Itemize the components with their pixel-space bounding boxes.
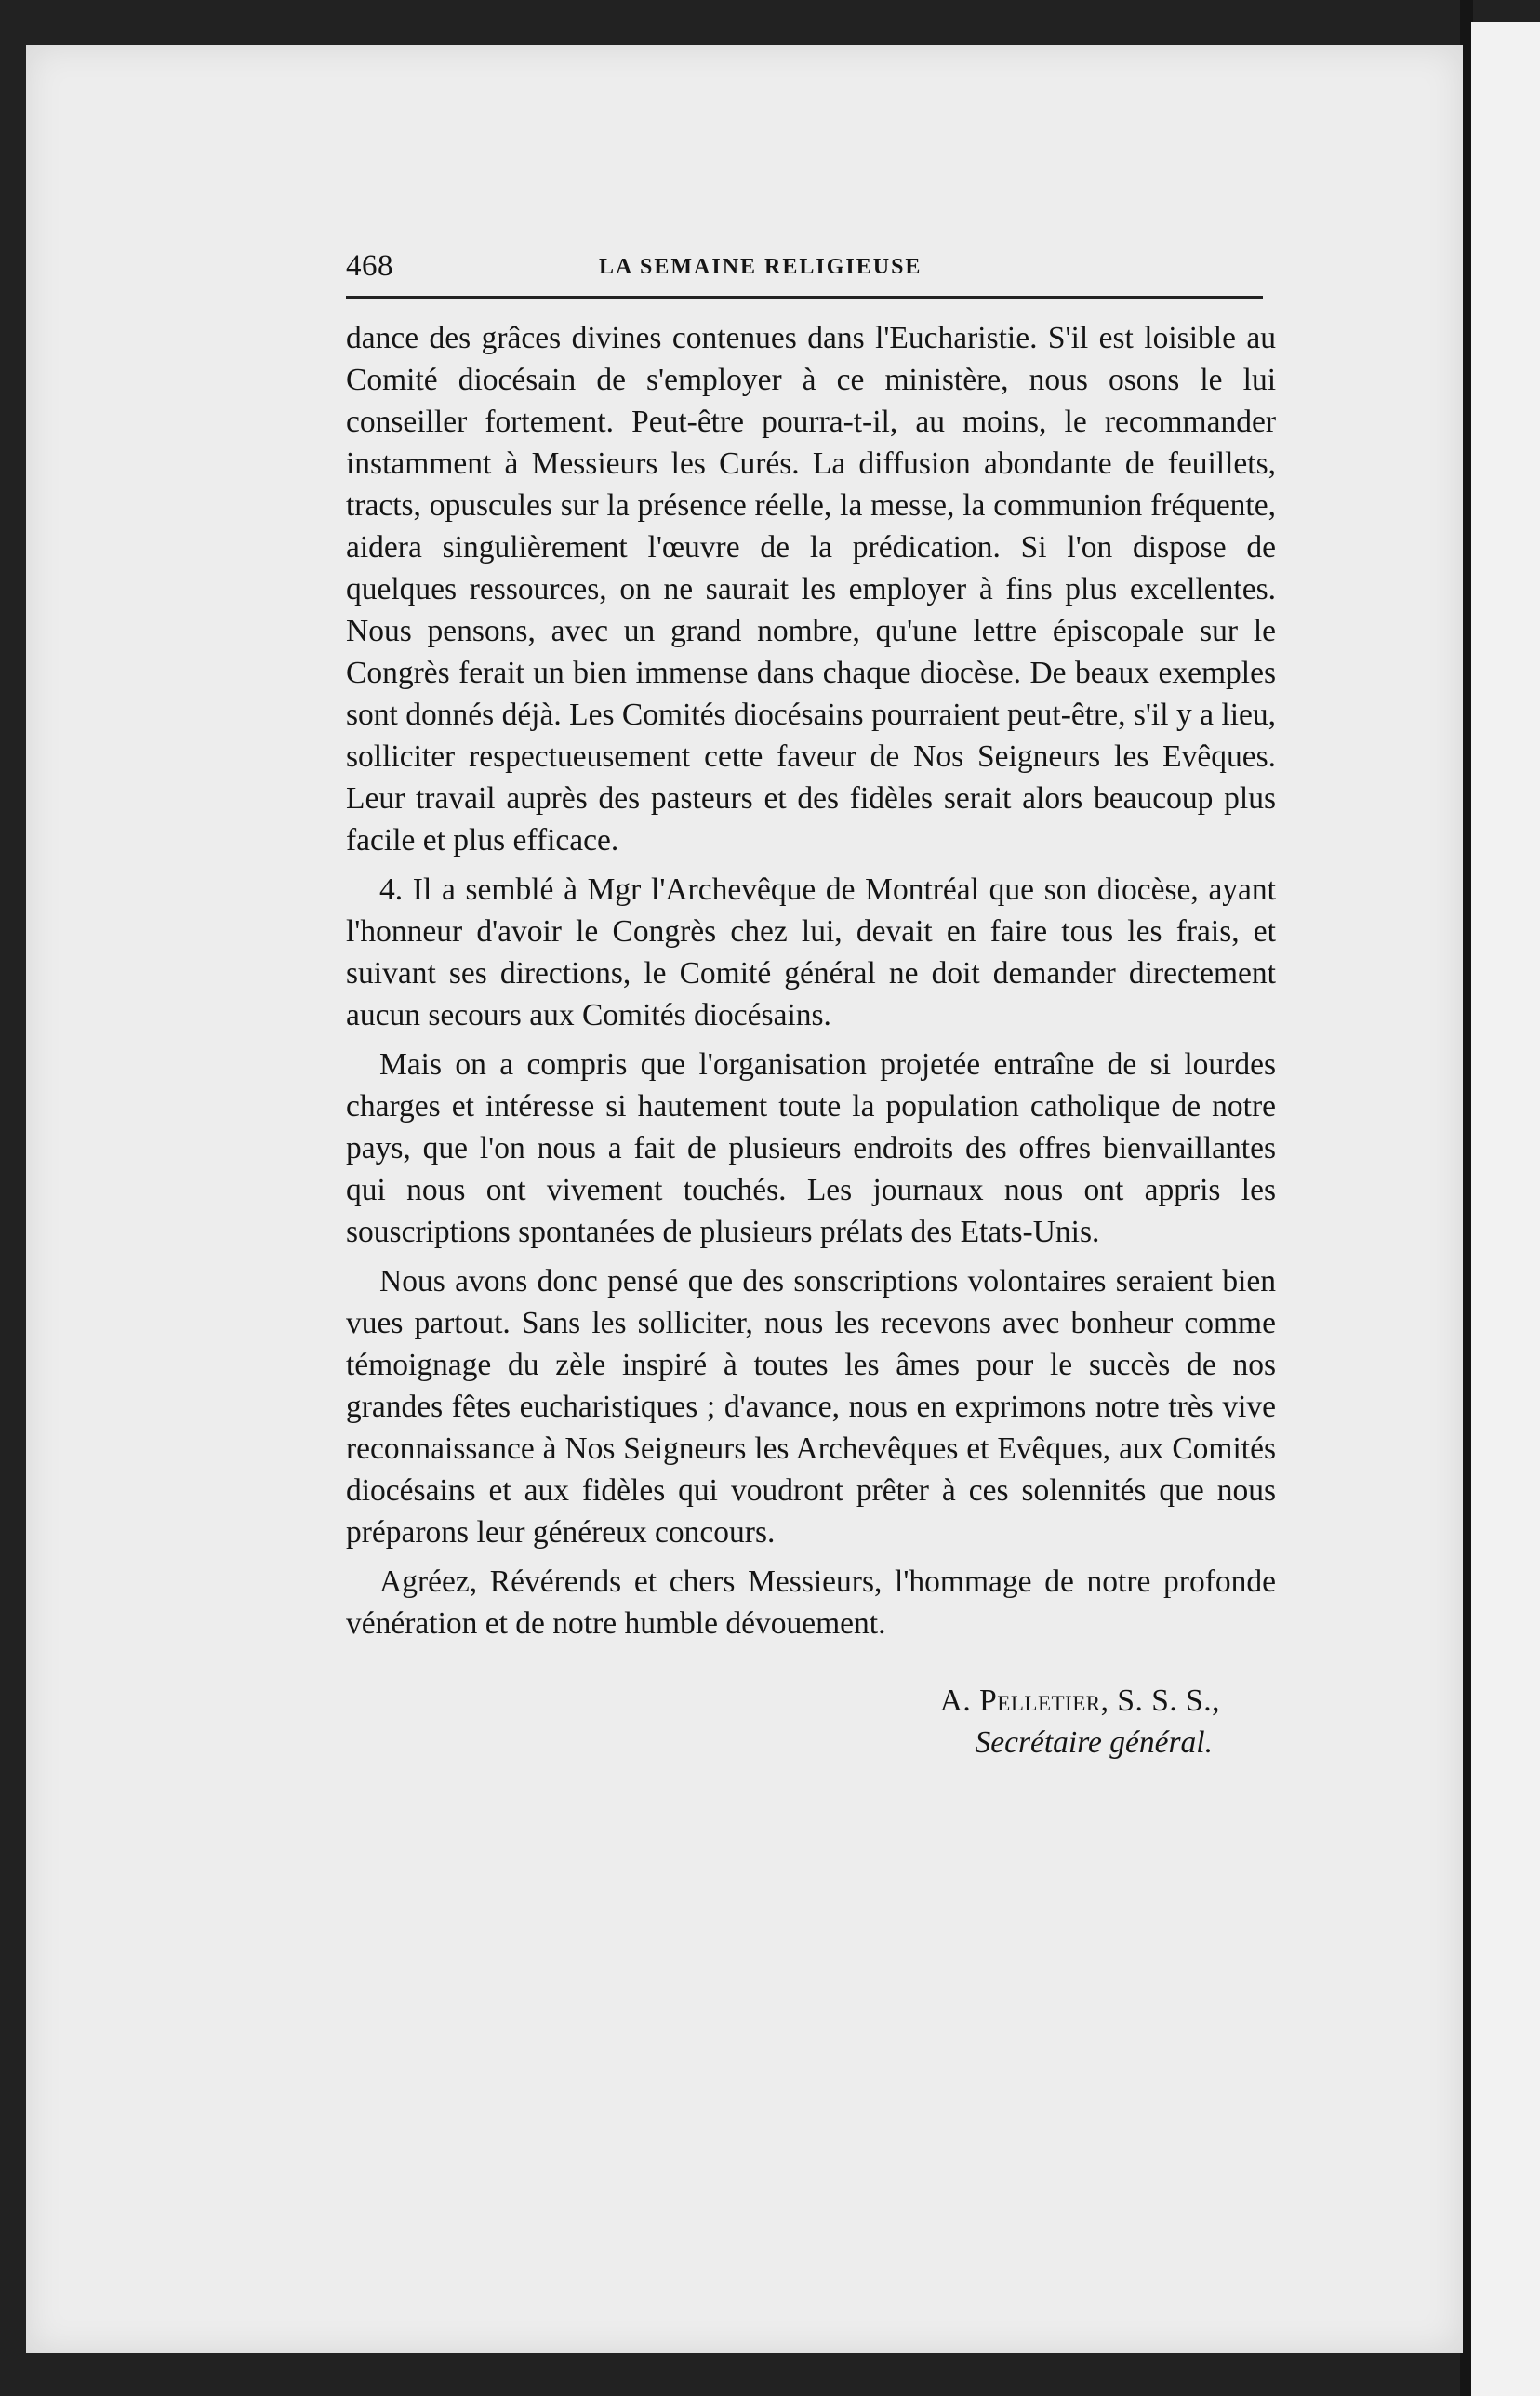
page-content xyxy=(346,249,1276,1764)
paragraph-3: Mais on a compris que l'organisation projetée entraîne de si lourdes charges et intéresse si hautement toute la population catholique de notre pays, que l'on nous a fait de plusieurs endroits des offres bienvaillantes qui nous ont vivement touchés. Les journaux nous ont appris les souscriptions spontanées de plusieurs prélats des Etats-Unis. xyxy=(346,1047,1276,1249)
paragraph-5: Agréez, Révérends et chers Messieurs, l'hommage de notre profonde vénération et de notre humble dévouement. xyxy=(346,1564,1276,1641)
signatory-name: A. Pelletier, S. S. S., xyxy=(939,1684,1220,1718)
paragraph-2: 4. Il a semblé à Mgr l'Archevêque de Montréal que son diocèse, ayant l'honneur d'avoir le Congrès chez lui, devait en faire tous les frais, et suivant ses directions, le Comité général ne doit demander directement aucun secours aux Comités diocésains. xyxy=(346,872,1276,1032)
signatory-role: Secrétaire général. xyxy=(975,1725,1213,1760)
page-number: 468 xyxy=(346,249,393,283)
body-text xyxy=(346,317,1276,1644)
paragraph-1: dance des grâces divines contenues dans l'Eucharistie. S'il est loisible au Comité diocésain de s'employer à ce ministère, nous osons le lui conseiller fortement. Peut-être pourra-t-il, au moins, le recommander instamment à Messieurs les Curés. La diffusion abondante de feuillets, tracts, opuscules sur la présence réelle, la messe, la communion fréquente, aidera singulièrement l'œuvre de la prédication. Si l'on dispose de quelques ressources, on ne saurait les employer à fins plus excellentes. Nous pensons, avec un grand nombre, qu'une lettre épiscopale sur le Congrès ferait un bien immense dans chaque diocèse. De beaux exemples sont donnés déjà. Les Comités diocésains pourraient peut-être, s'il y a lieu, solliciter respectueusement cette faveur de Nos Seigneurs les Evêques. Leur travail auprès des pasteurs et des fidèles serait alors beaucoup plus facile et plus efficace. xyxy=(346,321,1276,858)
signature-block xyxy=(346,1680,1220,1764)
adjacent-page-edge xyxy=(1471,22,1540,2396)
running-head xyxy=(346,249,1263,299)
paragraph-4: Nous avons donc pensé que des sonscriptions volontaires seraient bien vues partout. Sans les solliciter, nous les recevons avec bonheur comme témoignage du zèle inspiré à toutes les âmes pour le succès de nos grandes fêtes eucharistiques ; d'avance, nous en exprimons notre très vive reconnaissance à Nos Seigneurs les Archevêques et Evêques, aux Comités diocésains et aux fidèles qui voudront prêter à ces solennités que nous préparons leur généreux concours. xyxy=(346,1264,1276,1550)
journal-title: LA SEMAINE RELIGIEUSE xyxy=(599,255,923,279)
